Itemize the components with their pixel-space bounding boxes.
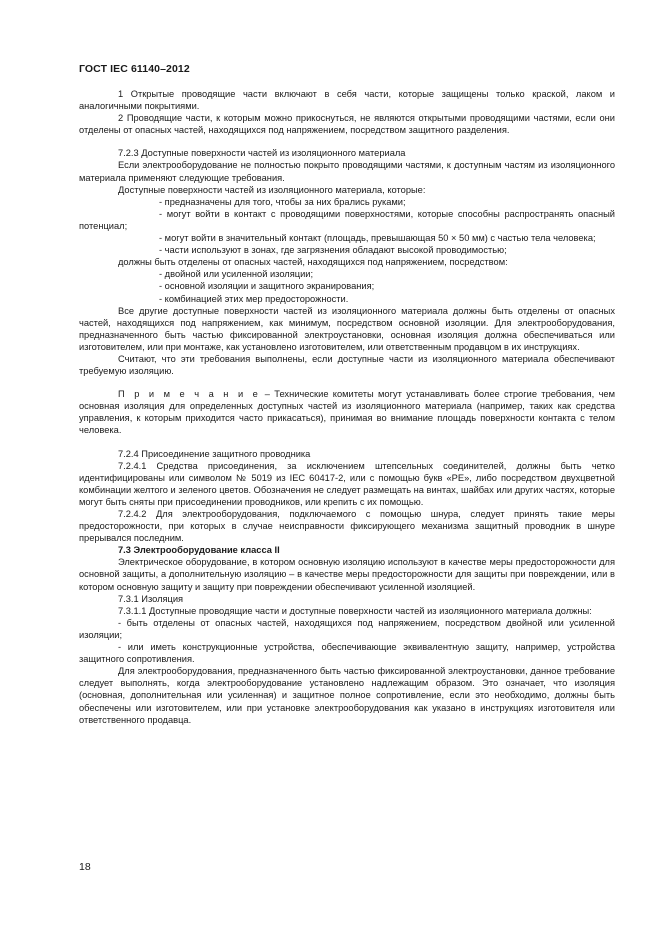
document-header: ГОСТ IEC 61140–2012 bbox=[79, 63, 190, 75]
document-body bbox=[79, 88, 615, 726]
list-item: - могут войти в контакт с проводящими поверхностями, которые способны распространять опасный потенциал; bbox=[79, 208, 615, 231]
paragraph: Электрическое оборудование, в котором основную изоляцию используют в качестве меры предосторожности для основной защиты, а дополнительную изоляцию – в качестве меры предосторожности для защиты при повреждении, или в котором основную защиту и защиту при повреждении обеспечивают усиленной изоляцией. bbox=[79, 557, 615, 592]
paragraph: Если электрооборудование не полностью покрыто проводящими частями, к доступным частям из изоляционного материала применяют следующие требования. bbox=[79, 160, 615, 183]
section-heading-7-3: 7.3 Электрооборудование класса II bbox=[118, 545, 280, 556]
list-item: - двойной или усиленной изоляции; bbox=[159, 269, 314, 280]
paragraph: Все другие доступные поверхности частей из изоляционного материала должны быть отделены от опасных частей, находящихся под напряжением, как минимум, посредством основной изоляции. Для электрооборудования, предназначенного быть частью фиксированной электроустановки, основная изоляция должна обеспечиваться или изготовителем, или при монтаже, как установлено изготовителем, или ответственным продавцом в их инструкциях. bbox=[79, 305, 615, 352]
section-heading-7-2-4: 7.2.4 Присоединение защитного проводника bbox=[118, 448, 311, 459]
paragraph: 7.2.4.1 Средства присоединения, за исключением штепсельных соединителей, должны быть четко идентифицированы или символом № 5019 из IEC 60417-2, или с помощью букв «PE», либо посредством двухцветной комбинации желтого и зеленого цветов. Обозначения не следует размещать на винтах, шайбах или других частях, которые могут быть сняты при присоединении проводников, или крепить с их помощью. bbox=[79, 460, 615, 507]
list-item: - предназначены для того, чтобы за них брались руками; bbox=[159, 196, 406, 207]
list-item: - могут войти в значительный контакт (площадь, превышающая 50 × 50 мм) с частью тела человека; bbox=[159, 233, 596, 244]
spacer bbox=[79, 377, 615, 388]
paragraph: Для электрооборудования, предназначенного быть частью фиксированной электроустановки, данное требование следует выполнять, когда электрооборудование установлено надлежащим образом. Это означает, что изоляция (основная, дополнительная или усиленная) и защитное полное сопротивление, если это необходимо, должны быть обеспечены или изготовителем, или при установке электрооборудования как указано в инструкциях изготовителя или ответственного продавца. bbox=[79, 666, 615, 725]
paragraph: 7.3.1.1 Доступные проводящие части и доступные поверхности частей из изоляционного материала должны: bbox=[118, 605, 592, 616]
spacer bbox=[79, 437, 615, 448]
section-heading-7-2-3: 7.2.3 Доступные поверхности частей из изоляционного материала bbox=[118, 148, 406, 159]
paragraph: должны быть отделены от опасных частей, находящихся под напряжением, посредством: bbox=[118, 257, 508, 268]
section-heading-7-3-1: 7.3.1 Изоляция bbox=[118, 593, 184, 604]
paragraph: Считают, что эти требования выполнены, если доступные части из изоляционного материала обеспечивают требуемую изоляцию. bbox=[79, 353, 615, 377]
note-text: – Технические комитеты могут устанавливать более строгие требования, чем основная изоляция для определенных доступных частей из изоляционного материала (например, таких как средства управления, к которым приходится часто прикасаться), принимая во внимание площадь поверхности контакта с телом человека. bbox=[79, 389, 615, 436]
list-item: - быть отделены от опасных частей, находящихся под напряжением, посредством двойной или усиленной изоляции; bbox=[79, 617, 615, 640]
spacer bbox=[79, 136, 615, 147]
list-item: - основной изоляции и защитного экранирования; bbox=[159, 281, 375, 292]
page-number: 18 bbox=[79, 861, 91, 873]
note-1: 1 Открытые проводящие части включают в себя части, которые защищены только краской, лаком и аналогичными покрытиями. bbox=[79, 89, 615, 112]
note-label: П р и м е ч а н и е bbox=[118, 389, 261, 400]
list-item: - или иметь конструкционные устройства, обеспечивающие эквивалентную защиту, например, устройства защитного сопротивления. bbox=[79, 642, 615, 665]
paragraph: Доступные поверхности частей из изоляционного материала, которые: bbox=[118, 184, 426, 195]
paragraph: 7.2.4.2 Для электрооборудования, подключаемого с помощью шнура, следует принять такие меры предосторожности, при которых в случае неисправности фиксирующего механизма защитный проводник в шнуре прерывался последним. bbox=[79, 509, 615, 544]
note-2: 2 Проводящие части, к которым можно прикоснуться, не являются открытыми проводящими частями, если они отделены от опасных частей, находящихся под напряжением, посредством защитного разделения. bbox=[79, 113, 615, 136]
note-paragraph bbox=[79, 388, 615, 436]
list-item: - части используют в зонах, где загрязнения обладают высокой проводимостью; bbox=[159, 245, 507, 256]
list-item: - комбинацией этих мер предосторожности. bbox=[159, 293, 349, 304]
